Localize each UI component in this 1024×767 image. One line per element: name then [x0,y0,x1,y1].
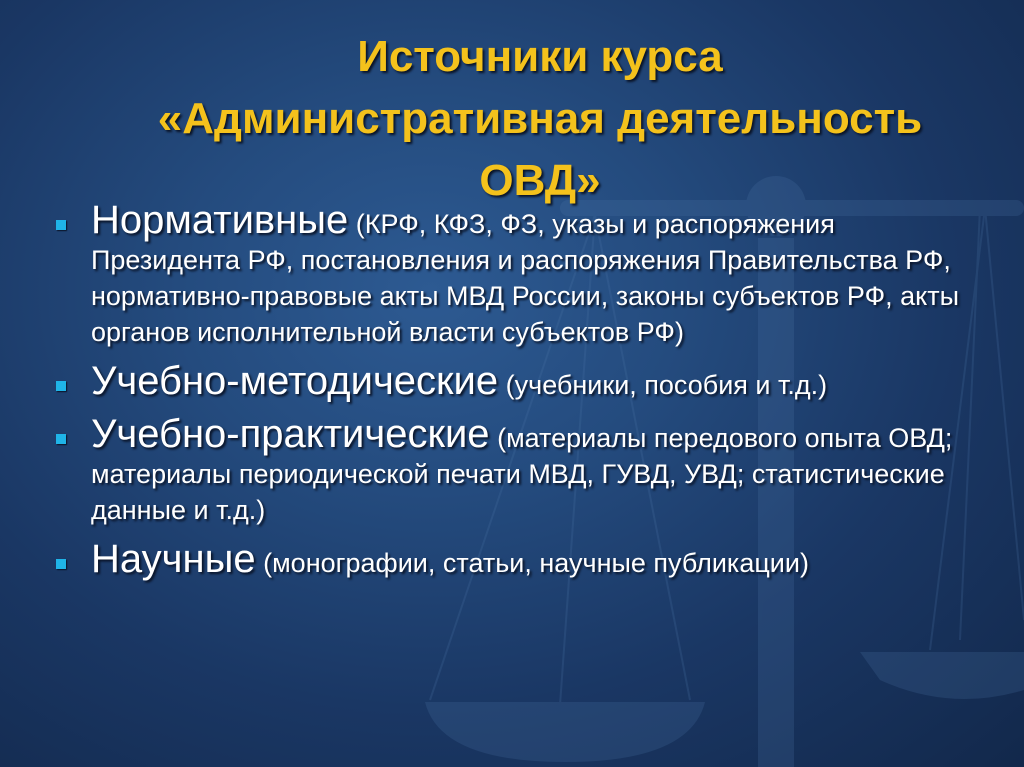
square-bullet-icon [56,220,66,230]
item-term: Нормативные [91,198,349,242]
slide-title [40,26,1024,212]
item-details: (монографии, статьи, научные публикации) [263,548,809,578]
title-line: ОВД» [479,156,601,205]
item-details: (КРФ, КФЗ, ФЗ, указы и распоряжения Президента РФ, постановления и распоряжения Правительства РФ, нормативно-правовые акты МВД России, законы субъектов РФ, акты органов исполнительной власти субъектов РФ) [91,209,960,347]
item-term: Учебно-практические [91,412,490,456]
square-bullet-icon [56,559,66,569]
list-item-educational-methodical [56,359,966,403]
square-bullet-icon [56,381,66,391]
title-line: Источники курса [357,32,723,81]
item-term: Научные [91,537,256,581]
square-bullet-icon [56,434,66,444]
item-term: Учебно-методические [91,359,499,403]
title-line: «Административная деятельность [157,94,923,143]
sources-list [56,198,966,581]
item-details: (учебники, пособия и т.д.) [505,370,828,400]
list-item-educational-practical [56,412,966,528]
item-details: (материалы передового опыта ОВД; материалы периодической печати МВД, ГУВД, УВД; статистические данные и т.д.) [91,423,953,525]
list-item-normative [56,198,966,350]
list-item-scientific [56,537,966,581]
